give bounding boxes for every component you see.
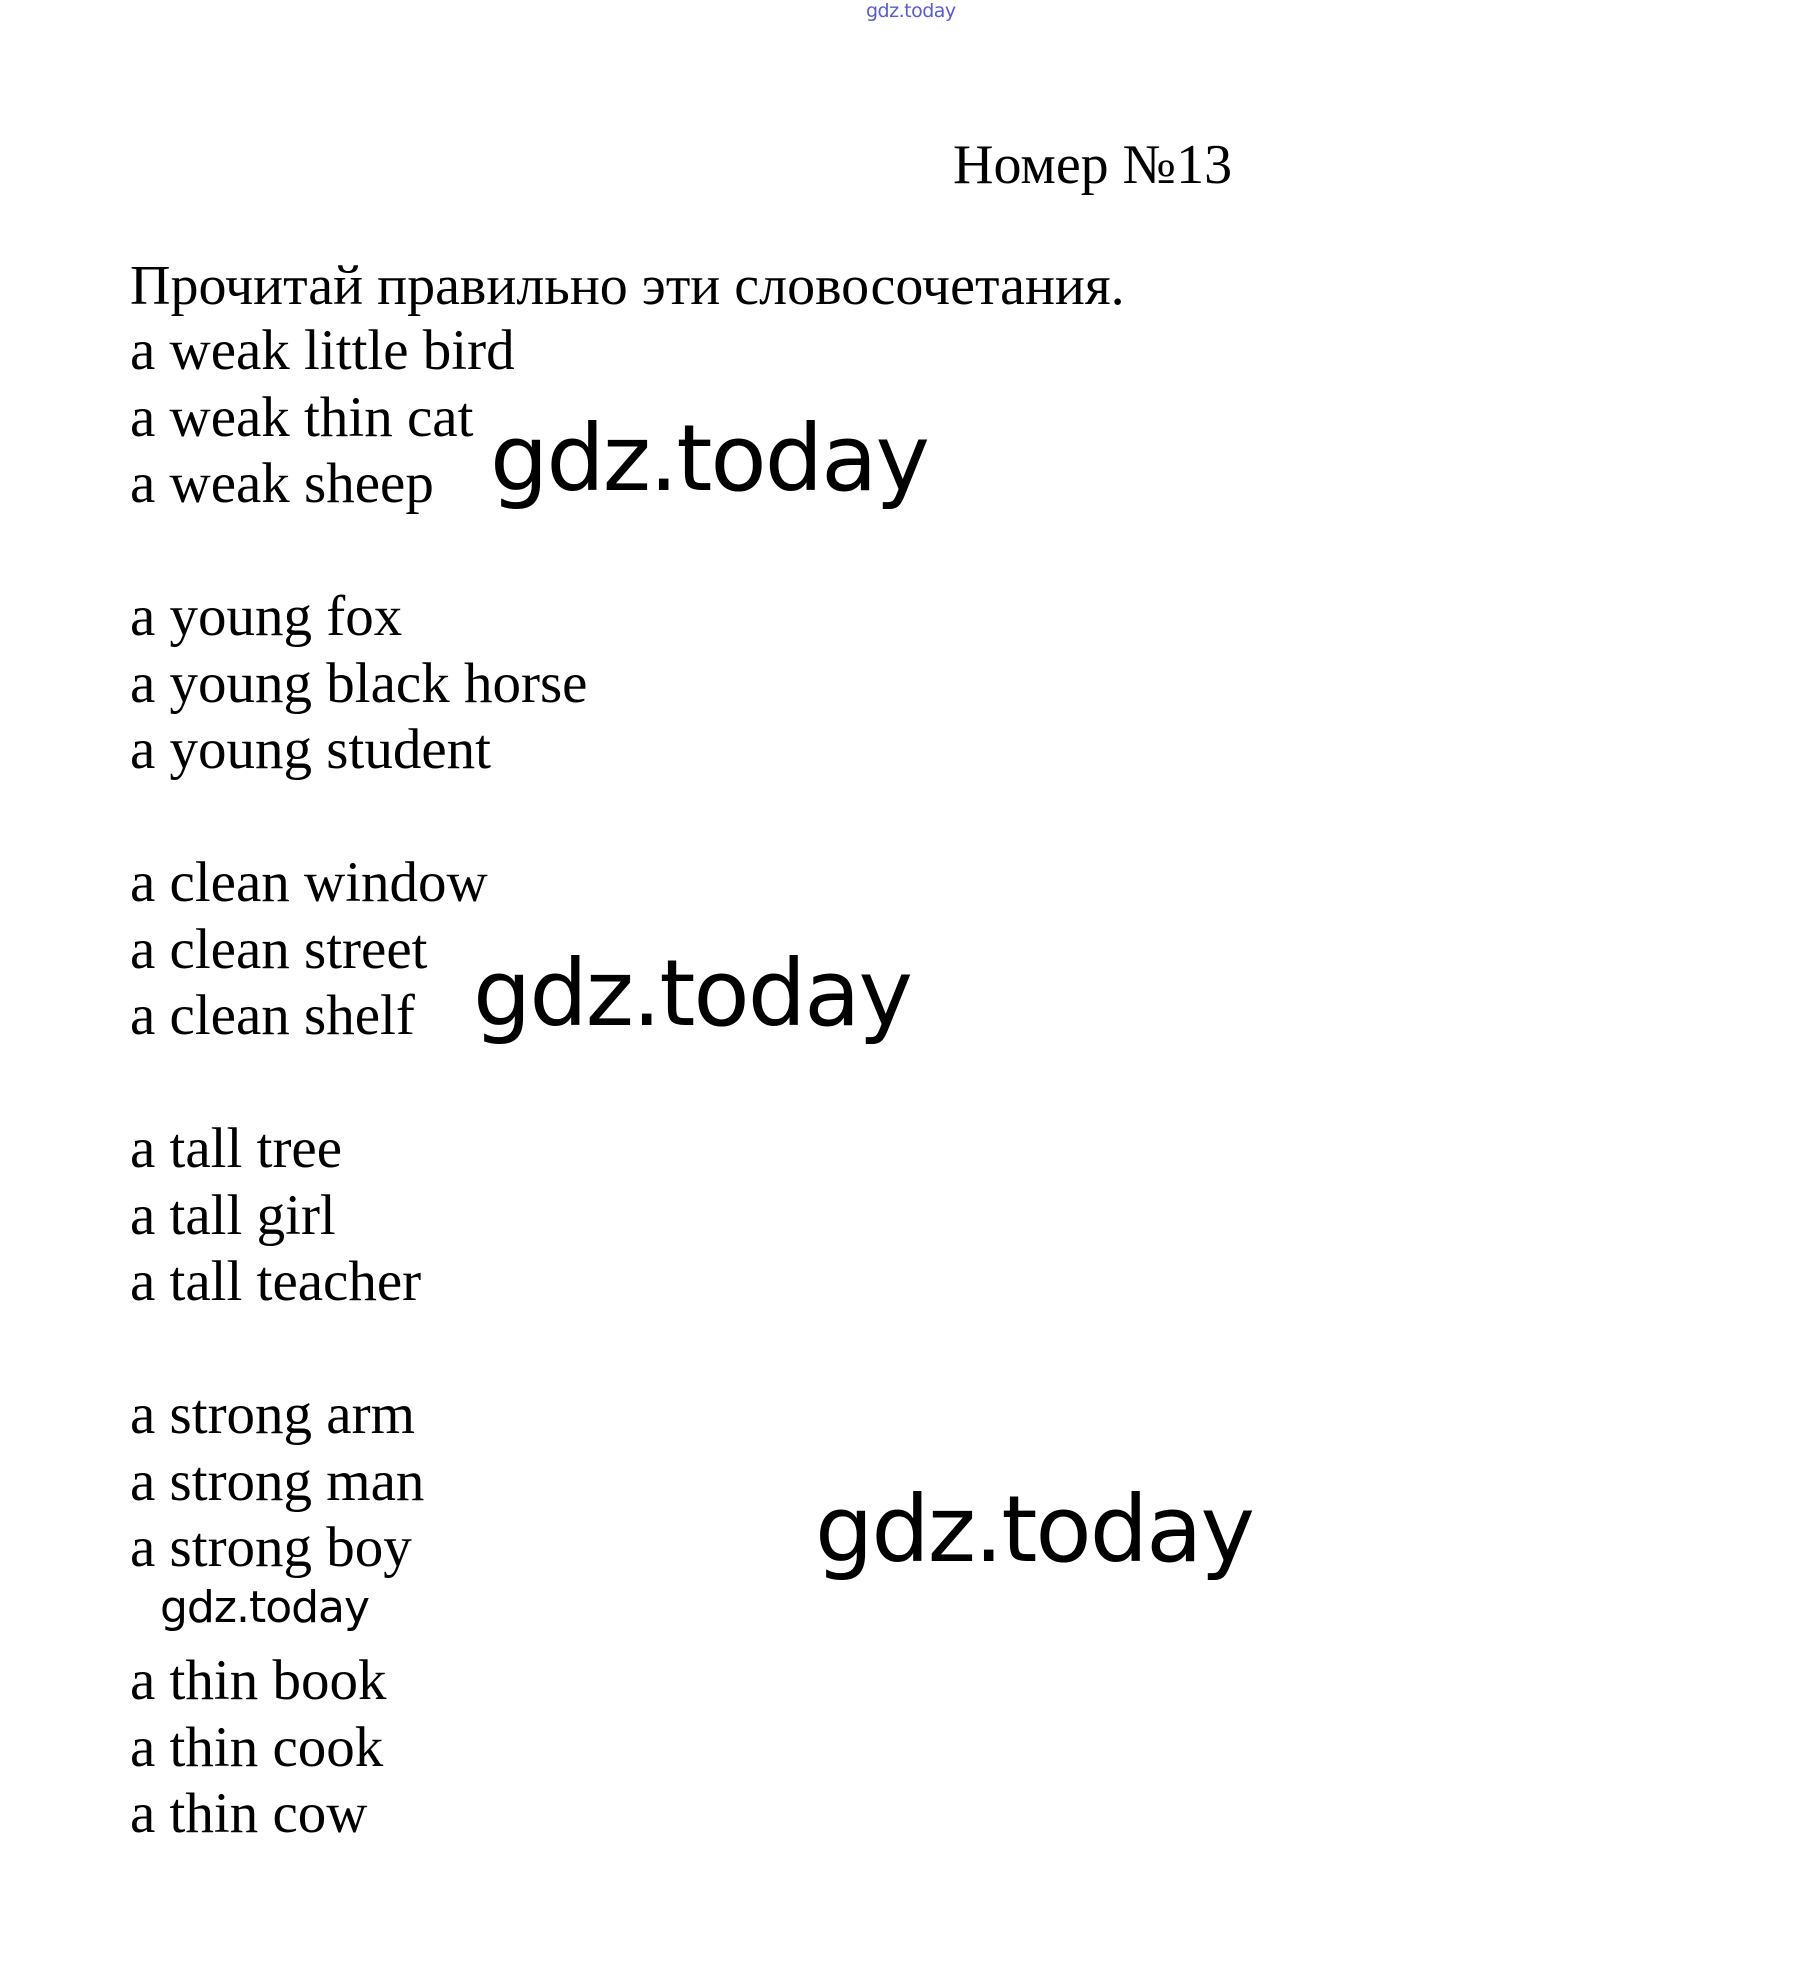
phrase-item: a strong arm: [130, 1383, 415, 1446]
page-title: Номер №13: [953, 134, 1233, 196]
phrase-item: a young student: [130, 718, 491, 781]
watermark: gdz.today: [815, 1476, 1253, 1583]
phrase-group-strong: [130, 1382, 424, 1582]
phrase-group-tall: [130, 1116, 421, 1316]
site-mark: gdz.today: [866, 0, 956, 22]
watermark: gdz.today: [473, 940, 911, 1047]
phrase-group-young: [130, 584, 587, 784]
phrase-item: a clean window: [130, 851, 488, 914]
phrase-item: a young fox: [130, 585, 403, 648]
phrase-item: a thin cook: [130, 1715, 384, 1779]
phrase-item: a strong man: [130, 1449, 425, 1513]
phrase-item: a weak thin cat: [130, 385, 474, 449]
phrase-item: a weak little bird: [130, 319, 515, 382]
phrase-group-weak: [130, 318, 515, 518]
phrase-item: a thin book: [130, 1649, 387, 1712]
phrase-group-thin: [130, 1648, 386, 1848]
phrase-item: a tall girl: [130, 1183, 336, 1247]
phrase-item: a young black horse: [130, 651, 588, 715]
phrase-group-clean: [130, 850, 488, 1050]
phrase-item: a clean street: [130, 917, 428, 981]
watermark: gdz.today: [490, 405, 928, 512]
phrase-item: a tall teacher: [130, 1250, 422, 1313]
phrase-item: a strong boy: [130, 1516, 412, 1579]
phrase-item: a tall tree: [130, 1117, 343, 1180]
exercise-instruction: Прочитай правильно эти словосочетания.: [130, 255, 1125, 317]
watermark: gdz.today: [160, 1582, 370, 1633]
phrase-item: a weak sheep: [130, 452, 434, 515]
phrase-item: a clean shelf: [130, 984, 415, 1047]
phrase-item: a thin cow: [130, 1782, 368, 1845]
